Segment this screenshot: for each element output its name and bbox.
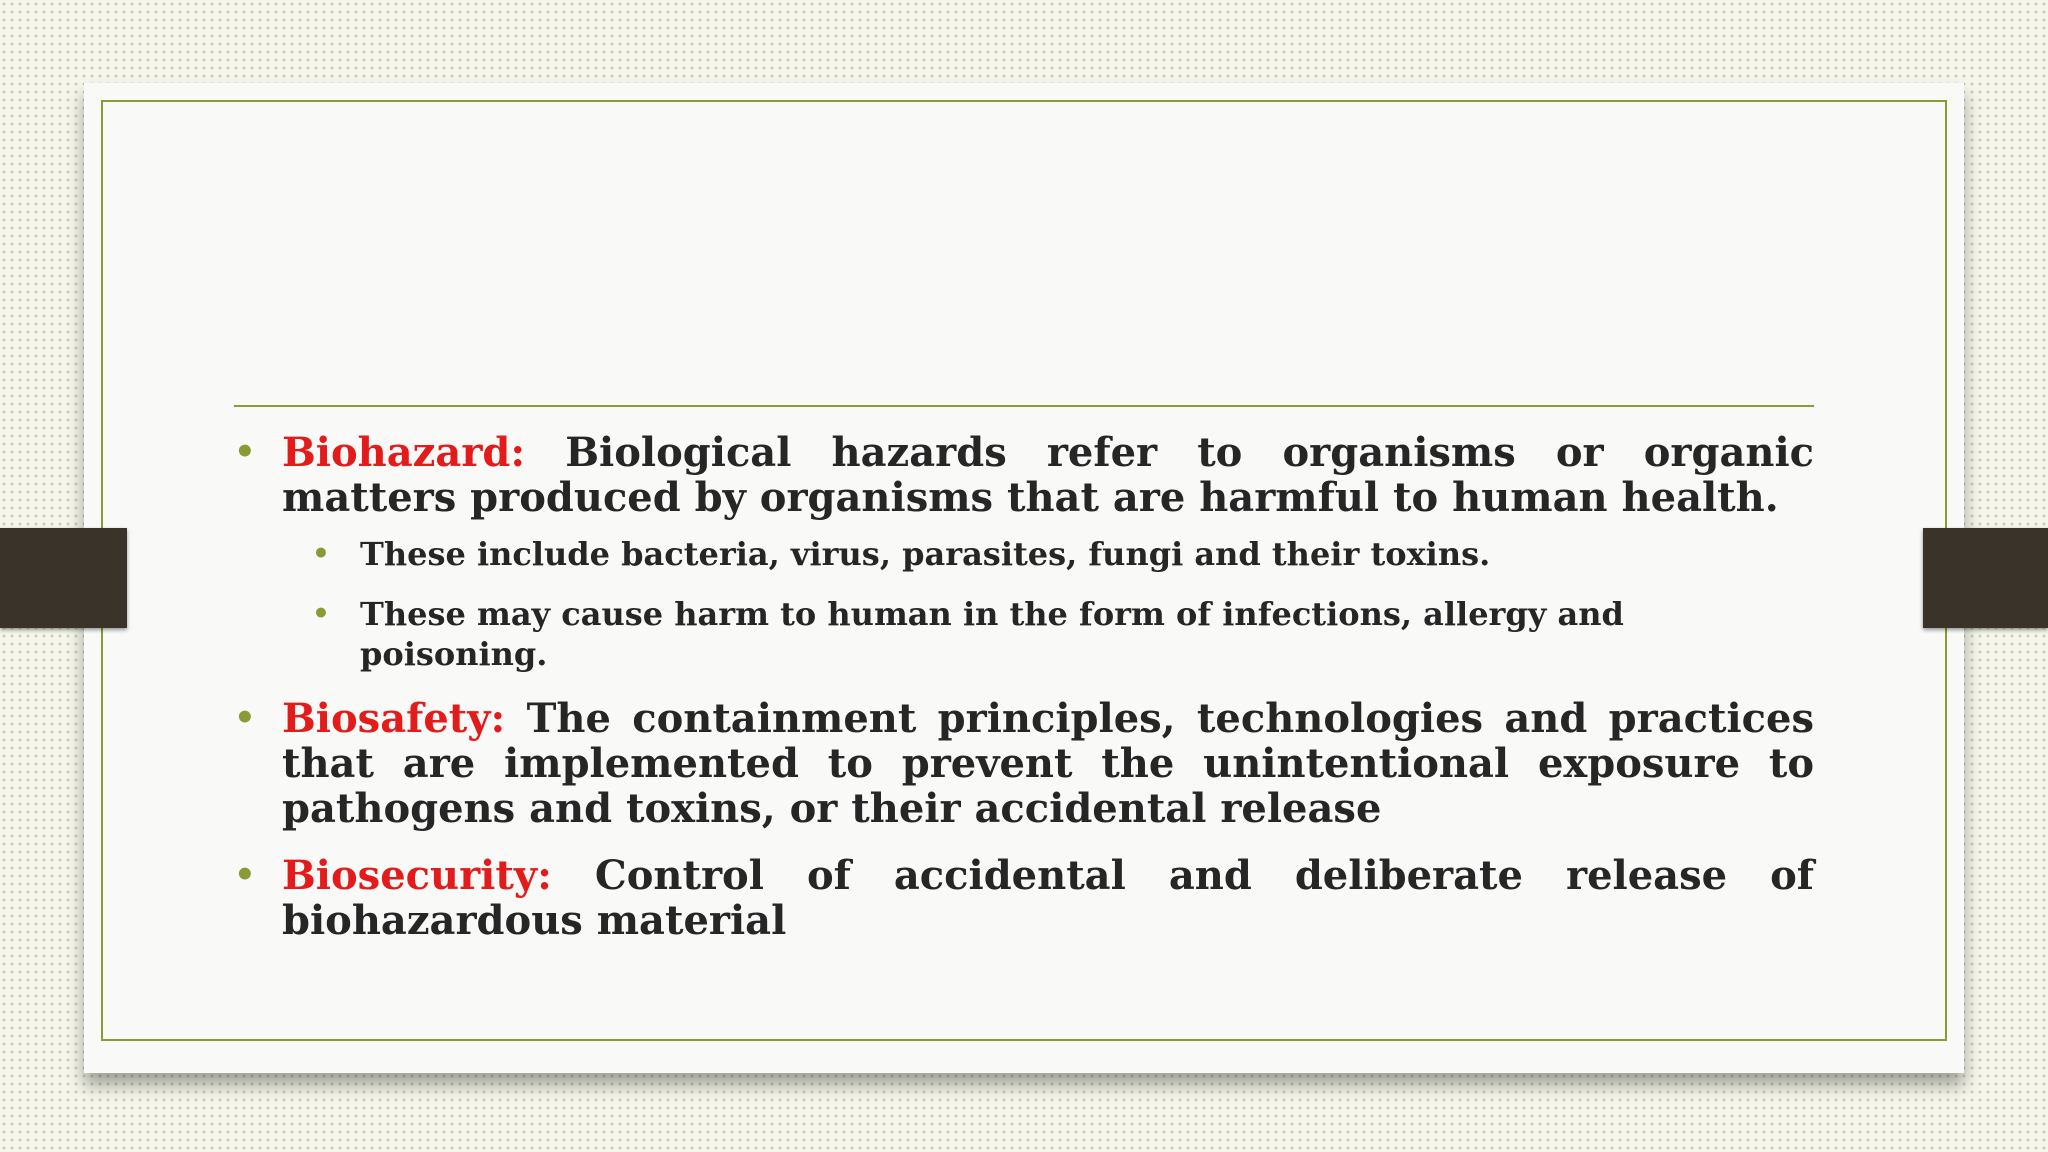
definition-biosecurity: Control of accidental and deliberate release of biohazardous material (282, 852, 1814, 944)
sub-item-text: These may cause harm to human in the form of infections, allergy and poisoning. (360, 595, 1624, 673)
right-binder-clip (1923, 528, 2048, 628)
slide-content (234, 430, 1814, 965)
sub-list-item (282, 534, 1814, 574)
list-item-biosecurity (234, 853, 1814, 943)
list-item-biohazard (234, 430, 1814, 674)
sub-list-item (282, 594, 1814, 674)
bullet-icon: • (312, 597, 330, 630)
bullet-icon: • (234, 698, 256, 738)
term-biosecurity: Biosecurity: (282, 852, 552, 899)
sub-bullet-list (282, 534, 1814, 674)
definition-biohazard: Biological hazards refer to organisms or organic matters produced by organisms that are harmful to human health. (282, 429, 1814, 521)
left-binder-clip (0, 528, 127, 628)
definition-biosafety: The containment principles, technologies and practices that are implemented to prevent the unintentional exposure to pathogens and toxins, or their accidental release (282, 695, 1814, 832)
sub-item-text: These include bacteria, virus, parasites, fungi and their toxins. (360, 535, 1491, 573)
title-divider (234, 405, 1814, 407)
term-biohazard: Biohazard: (282, 429, 526, 476)
list-item-biosafety (234, 696, 1814, 831)
term-biosafety: Biosafety: (282, 695, 506, 742)
bullet-icon: • (234, 432, 256, 472)
bullet-icon: • (234, 855, 256, 895)
bullet-icon: • (312, 537, 330, 570)
bullet-list (234, 430, 1814, 943)
